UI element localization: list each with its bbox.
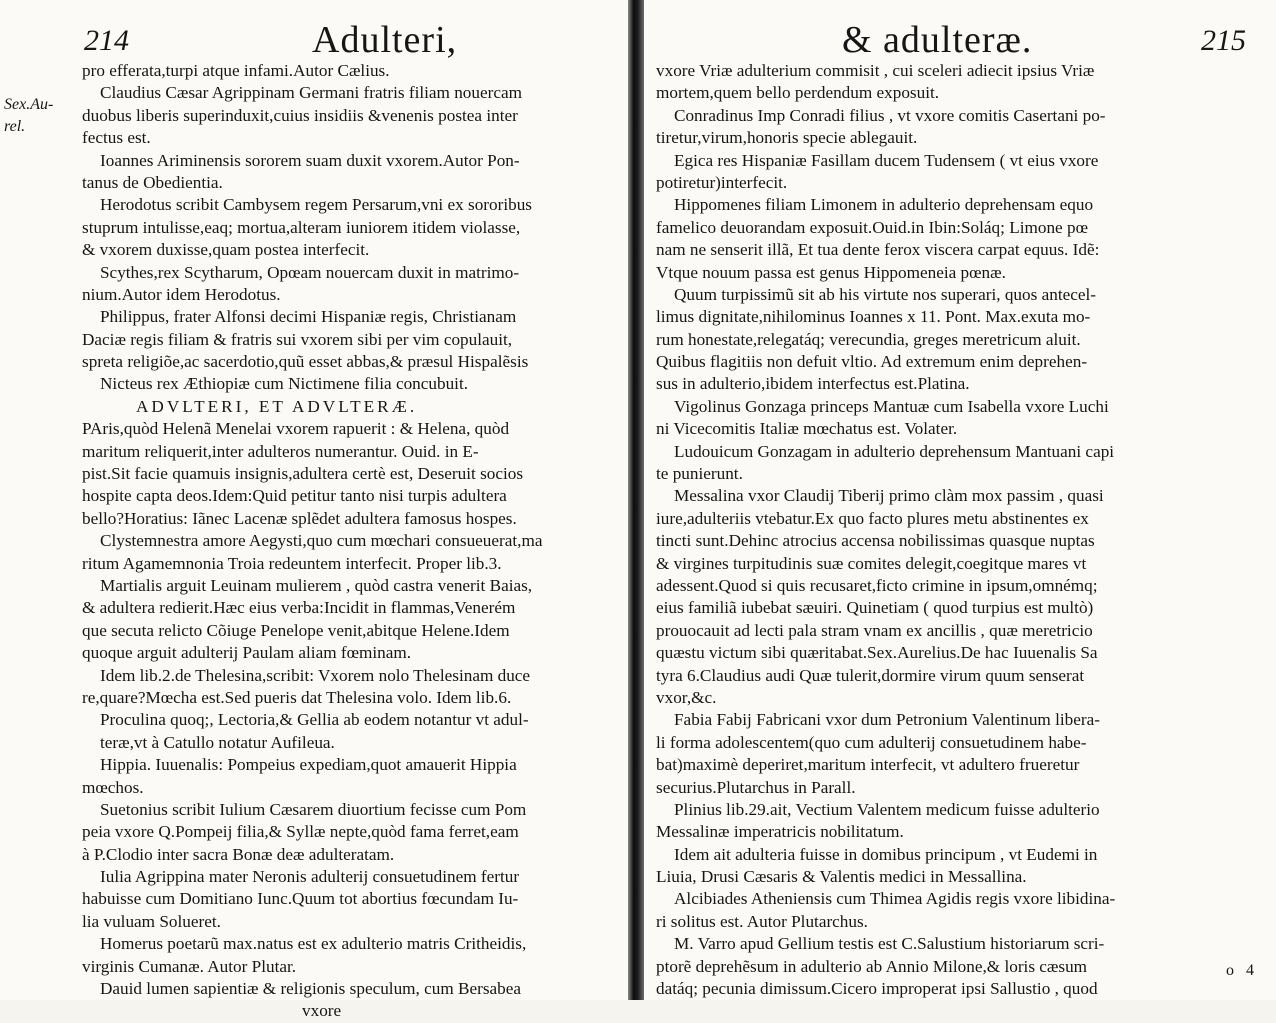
text-line: prouocauit ad lecti pala stram vnam ex ancillis , quæ meretricio <box>656 620 1093 640</box>
text-line: Idem lib.2.de Thelesina,scribit: Vxorem nolo Thelesinam duce <box>100 665 531 685</box>
text-line: Hippomenes filiam Limonem in adulterio deprehensam equo <box>674 195 1094 215</box>
text-line: tiretur,virum,honoris specie ablegauit. <box>656 128 918 148</box>
text-line: re,quare?Mœcha est.Sed pueris dat Thelesina volo. Idem lib.6. <box>82 687 512 707</box>
text-line: Egica res Hispaniæ Fasillam ducem Tudensem ( vt eius vxore <box>674 150 1099 170</box>
text-line: à P.Clodio inter sacra Bonæ deæ adulteratam. <box>82 844 395 864</box>
text-line: Claudius Cæsar Agrippinam Germani fratris filiam nouercam <box>100 83 522 103</box>
text-line: quoque arguit adulterij Paulam aliam fœminam. <box>82 643 412 663</box>
body-text <box>82 60 622 1023</box>
left-page <box>0 0 628 1021</box>
text-line: hospite capta deos.Idem:Quid petitur tanto nisi turpis adultera <box>82 486 507 506</box>
text-line: peia vxore Q.Pompeij filia,& Syllæ nepte,quòd fama ferret,eam <box>82 822 519 842</box>
text-line: Conradinus Imp Conradi filius , vt vxore comitis Casertani po- <box>674 105 1106 125</box>
text-line: Quum turpissimũ sit ab his virtute nos superari, quos antecel- <box>674 284 1096 304</box>
text-line: mœchos. <box>82 777 144 797</box>
right-page <box>644 0 1276 1000</box>
text-line: pist.Sit facie quamuis insignis,adultera certè est, Deseruit socios <box>82 464 524 484</box>
text-line: tyra 6.Claudius audi Quæ tulerit,dormire virum quum senserat <box>656 665 1085 685</box>
text-line: nium.Autor idem Herodotus. <box>82 284 281 304</box>
text-line: spreta religiõe,ac sacerdotio,quũ esset abbas,& præsul Hispalẽsis <box>82 352 529 372</box>
text-line: Martialis arguit Leuinam mulierem , quòd castra venerit Baias, <box>100 575 533 595</box>
text-line: habuisse cum Domitiano Iunc.Quum tot abortius fœcundam Iu- <box>82 889 519 909</box>
running-head: & adulteræ. <box>842 19 1033 61</box>
text-line: Liuia, Drusi Cæsaris & Valentis medici in Messallina. <box>656 867 1027 887</box>
text-line: tanus de Obedientia. <box>82 172 223 192</box>
text-line: PAris,quòd Helenã Menelai vxorem rapuerit : & Helena, quòd <box>82 419 510 439</box>
text-line: Ioannes Ariminensis sororem suam duxit vxorem.Autor Pon- <box>100 150 520 170</box>
text-line: que secuta relicto Cõiuge Penelope venit,abitque Helene.Idem <box>82 620 510 640</box>
text-line: Ludouicum Gonzagam in adulterio deprehensum Mantuani capi <box>674 441 1115 461</box>
text-line: Hippia. Iuuenalis: Pompeius expediam,quot amauerit Hippia <box>100 755 517 775</box>
text-line: li forma adolescentem(quo cum adulterij consuetudinem habe- <box>656 732 1087 752</box>
text-line: maritum reliquerit,inter adulteros numerantur. Ouid. in E- <box>82 441 479 461</box>
text-line: Clystemnestra amore Aegysti,quo cum mœchari consueuerat,ma <box>100 531 543 551</box>
text-line: Philippus, frater Alfonsi decimi Hispaniæ regis, Christianam <box>100 307 517 327</box>
text-line: sus in adulterio,ibidem interfectus est.Platina. <box>656 374 970 394</box>
text-line: adessent.Quod si quis recusaret,ficto crimine in ipsum,omnémq; <box>656 575 1098 595</box>
margin-note <box>4 94 74 138</box>
text-line: Daciæ regis filiam & fratris sui vxorem sibi per vim copulauit, <box>82 329 513 349</box>
text-line: Suetonius scribit Iulium Cæsarem diuortium fecisse cum Pom <box>100 799 527 819</box>
text-line: Vtque nouum passa est genus Hippomeneia pœnæ. <box>656 262 1006 282</box>
text-line: fectus est. <box>82 128 151 148</box>
text-line: lia vuluam Solueret. <box>82 911 221 931</box>
text-line: rum honestate,relegatáq; verecundia, greges meretricum aluit. <box>656 329 1081 349</box>
text-line: Proculina quoq;, Lectoria,& Gellia ab eodem notantur vt adul- <box>100 710 529 730</box>
page-number: 215 <box>1201 24 1246 57</box>
text-line: Dauid lumen sapientiæ & religionis speculum, cum Bersabea <box>100 979 522 999</box>
text-line: iure,adulteriis vtebatur.Ex quo facto plures metu abstinentes ex <box>656 508 1089 528</box>
text-line: Vigolinus Gonzaga princeps Mantuæ cum Isabella vxore Luchi <box>674 396 1109 416</box>
text-line: te punierunt. <box>656 464 743 484</box>
text-line: vxore Vriæ adulterium commisit , cui sceleri adiecit ipsius Vriæ <box>656 61 1095 80</box>
text-line: mortem,quem bello perdendum exposuit. <box>656 83 940 103</box>
text-line: Fabia Fabij Fabricani vxor dum Petronium Valentinum libera- <box>674 710 1100 730</box>
margin-note-line: rel. <box>4 118 26 135</box>
text-line: teræ,vt à Catullo notatur Aufileua. <box>100 732 335 752</box>
text-line: ptorẽ deprehẽsum in adulterio ab Annio Milone,& loris cæsum <box>656 956 1088 976</box>
text-line: Iulia Agrippina mater Neronis adulterij consuetudinem fertur <box>100 867 520 887</box>
signature-mark: o 4 <box>1226 962 1258 979</box>
text-line: vxore <box>302 1001 342 1021</box>
text-line: Plinius lib.29.ait, Vectium Valentem medicum fuisse adulterio <box>674 799 1100 819</box>
text-line: bat)maximè deperiret,maritum interfecit, vt adultero frueretur <box>656 755 1080 775</box>
text-line: duobus liberis superinduxit,cuius insidiis &venenis postea inter <box>82 105 518 125</box>
text-line: stuprum intulisse,eaq; mortua,alteram iuniorem itidem violasse, <box>82 217 521 237</box>
text-line: limus dignitate,nihilominus Ioannes x 11. Pont. Max.exuta mo- <box>656 307 1091 327</box>
text-line: virginis Cumanæ. Autor Plutar. <box>82 956 297 976</box>
text-line: famelico deuorandam exposuit.Ouid.in Ibin:Soláq; Limone pœ <box>656 217 1088 237</box>
body-text <box>656 60 1246 1000</box>
text-line: quæstu victum sibi quæritabat.Sex.Aurelius.De hac Iuuenalis Sa <box>656 643 1098 663</box>
text-line: pro efferata,turpi atque infami.Autor Cælius. <box>82 61 390 80</box>
text-line: eius familiã iubebat sæuiri. Quinetiam ( quod turpius est multò) <box>656 598 1094 618</box>
text-line: ri solitus est. Autor Plutarchus. <box>656 911 868 931</box>
text-line: bello?Horatius: Iãnec Lacenæ splẽdet adultera famosus hospes. <box>82 508 517 528</box>
text-line: Nicteus rex Æthiopiæ cum Nictimene filia concubuit. <box>100 374 469 394</box>
text-line: Messalinæ imperatricis nobilitatum. <box>656 822 904 842</box>
text-line: Homerus poetarũ max.natus est ex adulterio matris Critheidis, <box>100 934 527 954</box>
book-gutter <box>628 0 644 1000</box>
text-line: Idem ait adulteria fuisse in domibus principum , vt Eudemi in <box>674 844 1098 864</box>
text-line: datáq; pecunia dimissum.Cicero improperat ipsi Sallustio , quod <box>656 979 1098 999</box>
running-head: Adulteri, <box>312 19 458 61</box>
text-line: M. Varro apud Gellium testis est C.Salustium historiarum scri- <box>674 934 1105 954</box>
text-line: Quibus flagitiis non defuit vltio. Ad extremum enim deprehen- <box>656 352 1088 372</box>
page-number: 214 <box>84 24 129 57</box>
text-line: Messalina vxor Claudij Tiberij primo clàm mox passim , quasi <box>674 486 1104 506</box>
text-line: ni Vicecomitis Italiæ mœchatus est. Volater. <box>656 419 958 439</box>
text-line: vxor,&c. <box>656 687 717 707</box>
text-line: & vxorem duxisse,quam postea interfecit. <box>82 240 370 260</box>
text-line: securius.Plutarchus in Parall. <box>656 777 856 797</box>
text-line: ritum Agamemnonia Troia redeuntem interfecit. Proper lib.3. <box>82 553 502 573</box>
text-line: Scythes,rex Scytharum, Opœam nouercam duxit in matrimo- <box>100 262 520 282</box>
text-line: Alcibiades Atheniensis cum Thimea Agidis regis vxore libidina- <box>674 889 1116 909</box>
text-line: nam ne senserit illã, Et tua dente ferox viscera carpat equus. Idẽ: <box>656 240 1100 260</box>
text-line: ADVLTERI, ET ADVLTERÆ. <box>136 396 418 416</box>
text-line: tincti sunt.Dehinc atrocius accensa nobilissimas quasque nuptas <box>656 531 1095 551</box>
text-line: potiretur)interfecit. <box>656 172 788 192</box>
margin-note-line: Sex.Au- <box>4 96 54 113</box>
text-line: & adultera redierit.Hæc eius verba:Incidit in flammas,Venerém <box>82 598 516 618</box>
text-line: & virgines turpitudinis suæ comites delegit,coegitque mares vt <box>656 553 1087 573</box>
text-line: Herodotus scribit Cambysem regem Persarum,vni ex sororibus <box>100 195 532 215</box>
